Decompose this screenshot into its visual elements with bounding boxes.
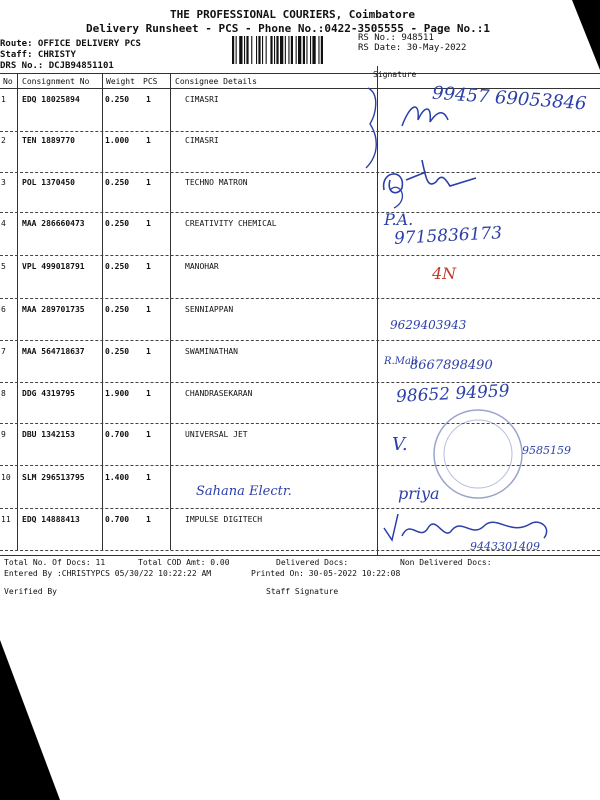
consignee-name: TECHNO MATRON: [185, 178, 248, 187]
row-separator: [0, 255, 600, 256]
consignee-name: UNIVERSAL JET: [185, 430, 248, 439]
signature-row-1: 99457 69053846: [431, 82, 588, 115]
col-header-pcs: PCS: [143, 77, 158, 86]
pcs-value: 1: [146, 347, 151, 356]
drs-number: DRS No.: DCJB94851101: [0, 61, 114, 71]
total-cod: Total COD Amt: 0.00: [138, 558, 230, 567]
col-header-consignee: Consignee Details: [175, 77, 257, 86]
non-delivered-docs: Non Delivered Docs:: [400, 558, 492, 567]
row-number: 6: [1, 305, 6, 314]
consignment-number: MAA 289701735: [22, 305, 85, 314]
consignee-name: SWAMINATHAN: [185, 347, 238, 356]
consignment-number: MAA 564718637: [22, 347, 85, 356]
signature-scribble-row-1: [400, 100, 450, 130]
col-header-consignment: Consignment No: [22, 77, 90, 86]
weight-value: 0.250: [105, 219, 130, 228]
signature-row-4: 9715836173: [393, 223, 503, 249]
row-number: 5: [1, 262, 6, 271]
consignee-name: CIMASRI: [185, 95, 219, 104]
signature-row-6: 9629403943: [390, 318, 467, 332]
weight-value: 0.700: [105, 515, 130, 524]
company-stamp: [424, 406, 534, 506]
staff-label: Staff: CHRISTY: [0, 50, 76, 60]
weight-value: 0.250: [105, 262, 130, 271]
signature-row-7-name: R.Mall: [384, 356, 418, 367]
delivered-docs: Delivered Docs:: [276, 558, 349, 567]
consignee-name: CREATIVITY CHEMICAL: [185, 219, 277, 228]
col-divider: [170, 73, 171, 550]
weight-value: 1.000: [105, 136, 130, 145]
signature-row-8: 98652 94959: [395, 381, 511, 407]
consignment-number: SLM 296513795: [22, 473, 85, 482]
pcs-value: 1: [146, 95, 151, 104]
signature-row-7: 8667898490: [410, 358, 493, 373]
consignment-number: MAA 286660473: [22, 219, 85, 228]
weight-value: 0.250: [105, 178, 130, 187]
row-number: 2: [1, 136, 6, 145]
total-docs: Total No. Of Docs: 11: [4, 558, 106, 567]
weight-value: 0.250: [105, 95, 130, 104]
row-number: 1: [1, 95, 6, 104]
consignment-number: POL 1370450: [22, 178, 75, 187]
row-separator: [0, 212, 600, 213]
weight-value: 0.250: [105, 347, 130, 356]
pcs-value: 1: [146, 219, 151, 228]
consignment-number: EDQ 14888413: [22, 515, 80, 524]
weight-value: 0.700: [105, 430, 130, 439]
pcs-value: 1: [146, 305, 151, 314]
pcs-value: 1: [146, 515, 151, 524]
consignment-number: DBU 1342153: [22, 430, 75, 439]
row-separator: [0, 382, 600, 383]
row-number: 10: [1, 473, 11, 482]
scan-edge-top-right: [572, 0, 600, 70]
row-separator: [0, 298, 600, 299]
scan-edge-bottom-left: [0, 640, 60, 800]
pcs-value: 1: [146, 473, 151, 482]
consignment-number: VPL 499018791: [22, 262, 85, 271]
row-number: 8: [1, 389, 6, 398]
pcs-value: 1: [146, 262, 151, 271]
pcs-value: 1: [146, 389, 151, 398]
consignment-number: TEN 1889770: [22, 136, 75, 145]
company-title: THE PROFESSIONAL COURIERS, Coimbatore: [170, 8, 416, 21]
printed-on: Printed On: 30-05-2022 10:22:08: [251, 569, 401, 578]
col-header-weight: Weight: [106, 77, 135, 86]
signature-row-5: 4N: [432, 264, 457, 283]
consignee-name: CIMASRI: [185, 136, 219, 145]
entered-by: Entered By :CHRISTYPCS 05/30/22 10:22:22 AM: [4, 569, 212, 578]
rs-date: RS Date: 30-May-2022: [358, 43, 467, 53]
consignee-name: CHANDRASEKARAN: [185, 389, 253, 398]
footer-rule: [0, 555, 600, 556]
rs-number: RS No.: 948511: [358, 33, 434, 43]
col-divider: [102, 73, 103, 550]
col-header-signature: Signature: [373, 70, 417, 79]
consignee-name: MANOHAR: [185, 262, 219, 271]
verified-by-label: Verified By: [4, 587, 57, 596]
signature-row-4-mark: P.A.: [384, 210, 414, 229]
consignee-name: SENNIAPPAN: [185, 305, 234, 314]
consignee-name: IMPULSE DIGITECH: [185, 515, 263, 524]
barcode: [232, 36, 352, 64]
signature-row-9-initial: V.: [392, 434, 408, 455]
consignment-number: DDG 4319795: [22, 389, 75, 398]
col-divider: [17, 73, 18, 550]
runsheet-subtitle: Delivery Runsheet - PCS - Phone No.:0422-3505555 - Page No.:1: [86, 22, 490, 35]
route-label: Route: OFFICE DELIVERY PCS: [0, 39, 141, 49]
row-number: 7: [1, 347, 6, 356]
row-number: 3: [1, 178, 6, 187]
signature-row-10: priya: [398, 484, 440, 503]
weight-value: 1.900: [105, 389, 130, 398]
handwritten-consignee-row-10: Sahana Electr.: [196, 484, 292, 499]
pcs-value: 1: [146, 430, 151, 439]
row-separator: [0, 340, 600, 341]
row-separator: [0, 131, 600, 132]
pcs-value: 1: [146, 136, 151, 145]
row-number: 9: [1, 430, 6, 439]
signature-row-9: 9585159: [522, 444, 571, 457]
weight-value: 1.400: [105, 473, 130, 482]
col-header-no: No: [3, 77, 13, 86]
staff-signature-label: Staff Signature: [266, 587, 339, 596]
signature-row-11: 9443301409: [470, 540, 540, 553]
row-number: 4: [1, 219, 6, 228]
pcs-value: 1: [146, 178, 151, 187]
consignment-number: EDQ 18025894: [22, 95, 80, 104]
weight-value: 0.250: [105, 305, 130, 314]
table-top-rule: [0, 73, 600, 74]
row-number: 11: [1, 515, 11, 524]
row-separator: [0, 172, 600, 173]
